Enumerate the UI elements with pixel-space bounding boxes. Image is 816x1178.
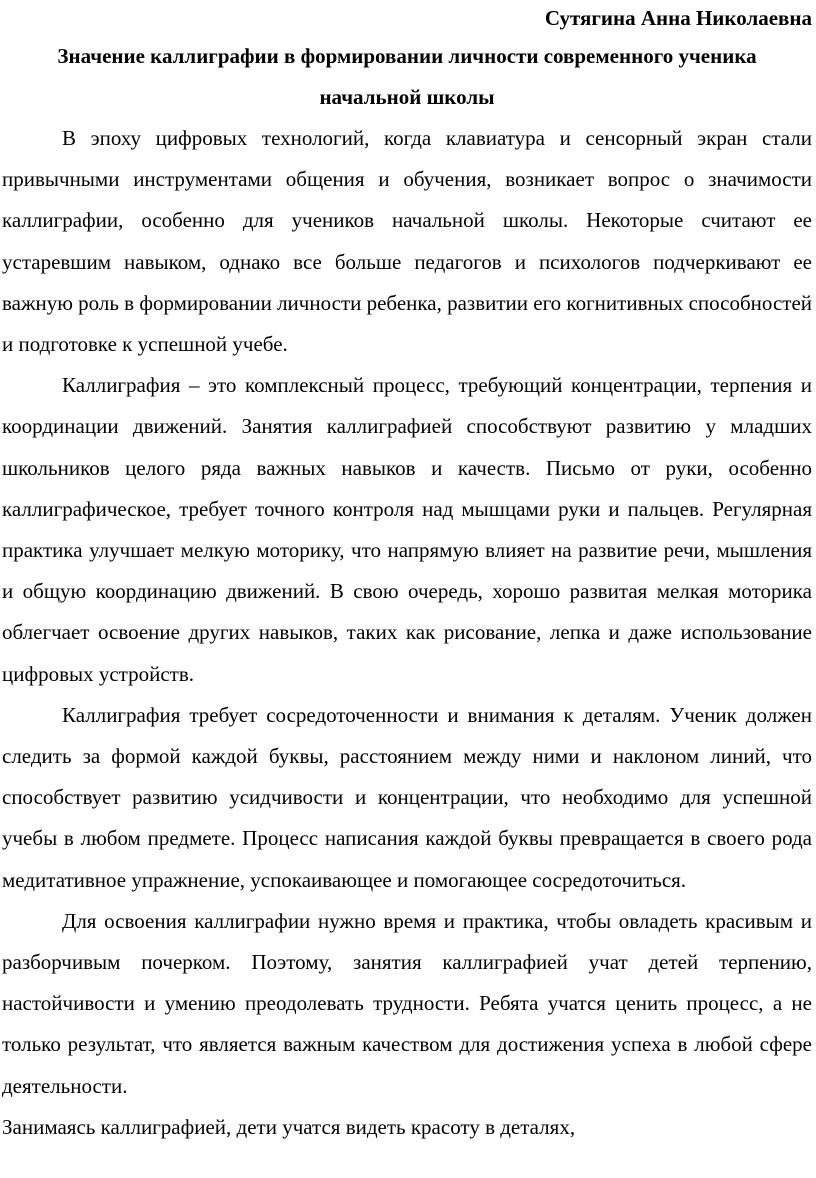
- paragraph-1: В эпоху цифровых технологий, когда клавиатура и сенсорный экран стали привычными инструментами общения и обучения, возникает вопрос о значимости каллиграфии, особенно для учеников начальной школы. Некоторые считают ее устаревшим навыком, однако все больше педагогов и психологов подчеркивают ее важную роль в формировании личности ребенка, развитии его когнитивных способностей и подготовке к успешной учебе.: [2, 126, 812, 357]
- paragraph-3: Каллиграфия требует сосредоточенности и внимания к деталям. Ученик должен следить за формой каждой буквы, расстоянием между ними и наклоном линий, что способствует развитию усидчивости и концентрации, что необходимо для успешной учебы в любом предмете. Процесс написания каждой буквы превращается в своего рода медитативное упражнение, успокаивающее и помогающее сосредоточиться.: [2, 702, 812, 892]
- document-title: Значение каллиграфии в формировании личности современного ученика начальной школы: [57, 44, 757, 109]
- paragraph-5: Занимаясь каллиграфией, дети учатся видеть красоту в деталях,: [2, 1114, 576, 1139]
- paragraph-2: Каллиграфия – это комплексный процесс, требующий концентрации, терпения и координации движений. Занятия каллиграфией способствуют развитию у младших школьников целого ряда важных навыков и качеств. Письмо от руки, особенно каллиграфическое, требует точного контроля над мышцами руки и пальцев. Регулярная практика улучшает мелкую моторику, что напрямую влияет на развитие речи, мышления и общую координацию движений. В свою очередь, хорошо развитая мелкая моторика облегчает освоение других навыков, таких как рисование, лепка и даже использование цифровых устройств.: [2, 373, 812, 686]
- author-name: Сутягина Анна Николаевна: [544, 6, 812, 30]
- paragraph-4: Для освоения каллиграфии нужно время и практика, чтобы овладеть красивым и разборчивым почерком. Поэтому, занятия каллиграфией учат детей терпению, настойчивости и умению преодолевать трудности. Ребята учатся ценить процесс, а не только результат, что является важным качеством для достижения успеха в любой сфере деятельности.: [2, 908, 812, 1098]
